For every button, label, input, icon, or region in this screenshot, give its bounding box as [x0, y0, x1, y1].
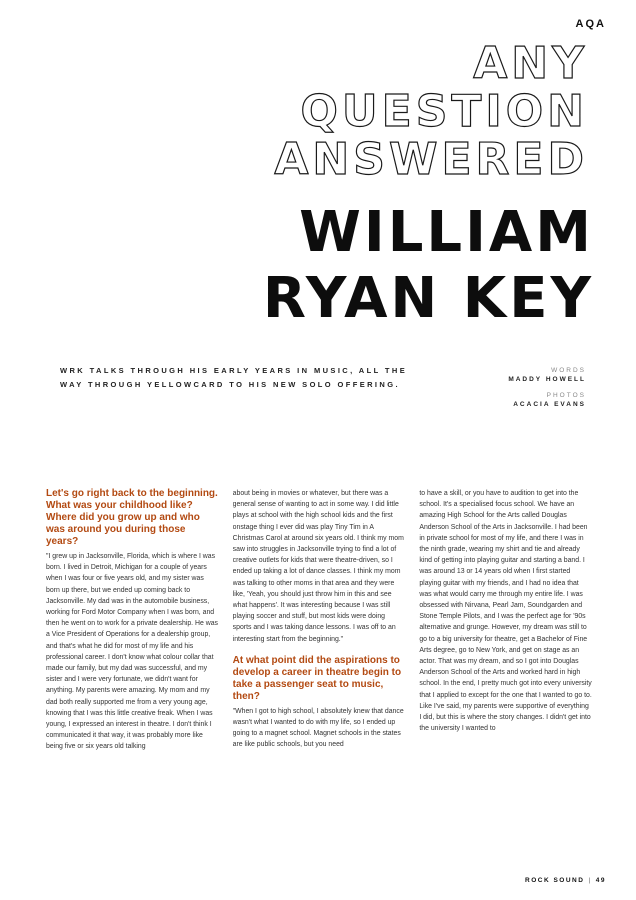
outline-headline	[274, 40, 588, 184]
section-tag: AQA	[575, 18, 606, 30]
interview-question: Let's go right back to the beginning. What was your childhood like? Where did you grow up and who was around you during those years?	[46, 488, 218, 547]
footer-divider: |	[588, 877, 592, 884]
article-body	[46, 488, 592, 860]
publication-name: ROCK SOUND	[525, 877, 585, 884]
subject-name-line: RYAN KEY	[262, 266, 594, 331]
article-column-1	[46, 488, 219, 860]
interview-answer: "I grew up in Jacksonville, Florida, which is where I was born. I lived in Detroit, Michigan for a couple of years when I was four or five years old, and my sister was born up there, but we ended up coming back to Jacksonville. My dad was in the automobile business, working for Ford Motor Company when I was born, and then he went on to work for a private dealership. He was a Vice President of Operations for a dealership group, and that's what he did for most of my life and his professional career. I don't know what colour collar that made our family, but my dad was successful, and my sister and I were very fortunate, we didn't want for anything. My parents were amazing. My mom and my dad both really supported me from a very young age, knowing that I was this little creative freak. When I was young, I expressed an interest in theatre. I don't think I communicated it that way, it was probably more like being five or six years old talking	[46, 553, 218, 751]
subject-name-line: WILLIAM	[299, 200, 594, 265]
interview-answer: about being in movies or whatever, but there was a general sense of wanting to act in some way. I did little plays at school with the high school kids and the first onstage thing I ever did was play Tiny Tim in A Christmas Carol at around six years old. I think my mom saw into struggles in Jacksonville trying to find a lot of creative outlets for kids that were theatre-driven, so I ended up taking a lot of dance classes. I think my mom was talking to other moms in that area and they were like, 'Yeah, you should just throw him in this and see what happens'. It was interesting because I was still playing soccer and stuff, but most kids were doing sports and I was taking dance lessons. I was off to an interesting start from the beginning."	[232, 490, 404, 643]
page-footer	[525, 877, 606, 884]
photos-credit: ACACIA EVANS	[513, 401, 586, 408]
subject-name-headline	[263, 200, 594, 332]
outline-headline-line: ANY	[473, 38, 588, 89]
article-column-2	[233, 488, 406, 860]
interview-answer: "When I got to high school, I absolutely knew that dance wasn't what I wanted to do with my life, so I ended up going to a magnet school. Magnet schools in the states are like public schools, but you need	[232, 707, 404, 749]
standfirst: WRK TALKS THROUGH HIS EARLY YEARS IN MUSIC, ALL THE WAY THROUGH YELLOWCARD TO HIS NEW SOLO OFFERING.	[60, 366, 408, 389]
outline-headline-line: QUESTION	[300, 86, 588, 137]
photos-label: PHOTOS	[546, 392, 586, 399]
article-column-3	[419, 488, 592, 860]
words-author: MADDY HOWELL	[508, 376, 586, 383]
credits	[508, 366, 586, 416]
page-number: 49	[595, 877, 606, 884]
words-label: WORDS	[551, 367, 586, 374]
interview-question: At what point did the aspirations to develop a career in theatre begin to take a passenger seat to music, then?	[232, 654, 402, 702]
interview-answer: to have a skill, or you have to audition to get into the school. It's a specialised focus school. We have an amazing High School for the Arts called Douglas Anderson School of the Arts in Jacksonville. I had been in private school for most of my life, and there I was in the ninth grade, wearing my shirt and tie and already kind of getting into playing guitar and starting a band. I was around 13 or 14 years old when I first started playing guitar with my friends, and I had no idea that was what would carry me through my entire life. I was obsessed with Nirvana, Pearl Jam, Soundgarden and Stone Temple Pilots, and I was the perfect age for '90s alternative and grunge. However, my dream was still to go to a big university for theatre, get a Bachelor of Fine Arts degree, go to New York, and get on stage as an actor. That was my dream, and so I got into Douglas Anderson School of the Arts and worked hard in high school. In the end, I pretty much got into every university that I applied to except for the one that I wanted to go to. Like I've said, my parents were supportive of everything I did, but this is where the story changes. I didn't get into the university I wanted to	[419, 490, 592, 733]
outline-headline-line: ANSWERED	[274, 134, 588, 185]
